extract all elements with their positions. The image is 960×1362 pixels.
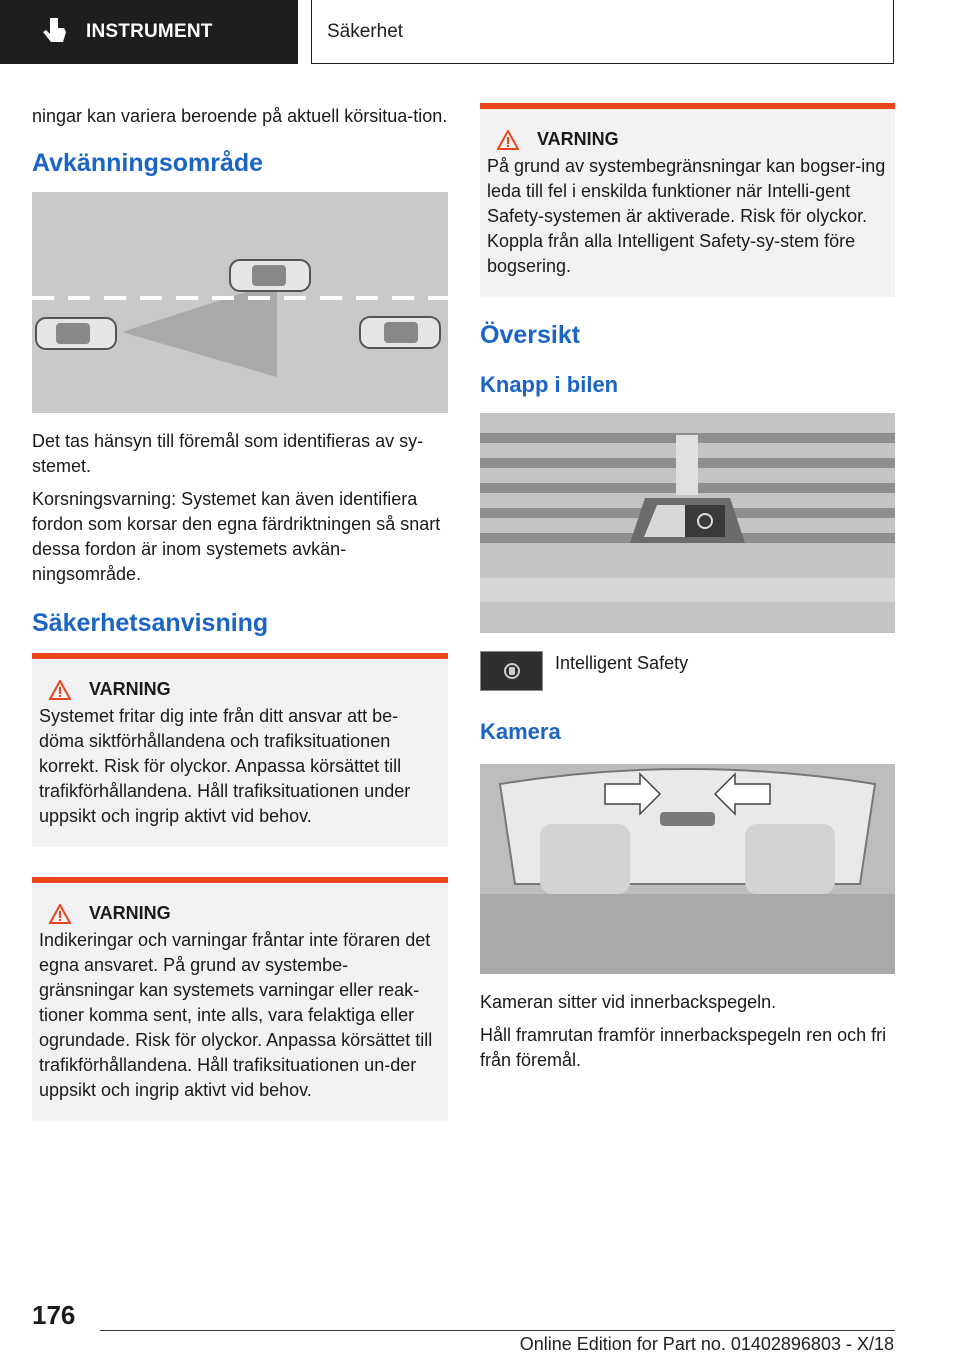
- sensor-range-svg: [32, 192, 448, 413]
- section-title: [311, 0, 894, 64]
- button-photo: [480, 413, 895, 633]
- chapter-tab[interactable]: [0, 0, 298, 64]
- warning-title-3: [487, 127, 887, 152]
- heading-sakerhetsanvisning: Säkerhetsanvisning: [32, 609, 269, 637]
- button-legend: [480, 651, 895, 691]
- intelligent-safety-icon: [503, 662, 521, 680]
- sensor-range-diagram: [32, 192, 448, 413]
- heading-avkanningsomrade: Avkänningsområde: [32, 149, 264, 177]
- footer-divider: [100, 1330, 895, 1331]
- right-column: [480, 103, 895, 1081]
- warning-triangle-icon: [497, 130, 519, 150]
- warning-title-2: [39, 901, 440, 926]
- car-top-right: [360, 317, 440, 348]
- heading-kamera: Kamera: [480, 719, 561, 744]
- warning-box-3: [480, 103, 895, 297]
- edition-text: Online Edition for Part no. 01402896803 - X/18: [519, 1334, 894, 1354]
- section-title-label: Säkerhet: [327, 20, 404, 42]
- warning-title-text-3: VARNING: [537, 129, 619, 149]
- warning-text-3: På grund av systembegränsningar kan bogser-ing leda till fel i enskilda funktioner när Intelli-gent Safety-systemen är aktiverade. Risk för olyckor. Koppla från alla Intelligent Safety-sy-stem före bogsering.: [487, 156, 886, 276]
- warning-box-2: [32, 877, 448, 1121]
- warning-triangle-icon: [49, 904, 71, 924]
- warning-title-1: [39, 677, 440, 702]
- heading-knapp-i-bilen: Knapp i bilen: [480, 372, 619, 397]
- chapter-tab-label: INSTRUMENT: [86, 21, 213, 42]
- car-top-center: [230, 260, 310, 291]
- car-top-left: [36, 318, 116, 349]
- button-legend-label: Intelligent Safety: [555, 653, 689, 673]
- camera-photo: [480, 764, 895, 974]
- heading-oversikt: Översikt: [480, 321, 581, 349]
- paragraph-kamera-2: Håll framrutan framför innerbackspegeln ren och fri från föremål.: [480, 1025, 887, 1070]
- intro-text: ningar kan variera beroende på aktuell körsitua-tion.: [32, 106, 448, 126]
- paragraph-kamera-1: Kameran sitter vid innerbackspegeln.: [480, 992, 777, 1012]
- warning-title-text-2: VARNING: [89, 903, 171, 923]
- warning-text-2: Indikeringar och varningar fråntar inte föraren det egna ansvaret. På grund av systembe-gränsningar kan systemets varningar eller reak-tioner komma sent, inte alls, vara felaktiga eller ogrundade. Risk för olyckor. Anpassa körsättet till trafikförhållandena. Håll trafiksituationen un-der uppsikt och ingrip aktivt vid behov.: [39, 930, 433, 1100]
- touch-hand-icon: [36, 14, 72, 50]
- intelligent-safety-button[interactable]: [480, 651, 543, 691]
- page-number: 176: [32, 1300, 76, 1330]
- warning-text-1: Systemet fritar dig inte från ditt ansvar att be-döma siktförhållandena och trafiksituationen korrekt. Risk för olyckor. Anpassa körsättet till trafikförhållandena. Håll trafiksituationen under uppsikt och ingrip aktivt vid behov.: [39, 706, 411, 826]
- paragraph-korsningsvarning: Korsningsvarning: Systemet kan även identifiera fordon som korsar den egna färdriktningen så snart dessa fordon är inom systemets avkän-ningsområde.: [32, 489, 441, 584]
- camera-photo-svg: [480, 764, 895, 974]
- paragraph-hansyn: Det tas hänsyn till föremål som identifieras av sy-stemet.: [32, 431, 424, 476]
- warning-box-1: [32, 653, 448, 847]
- warning-triangle-icon: [49, 680, 71, 700]
- left-column: [32, 104, 448, 1121]
- warning-title-text-1: VARNING: [89, 679, 171, 699]
- button-photo-svg: [480, 413, 895, 633]
